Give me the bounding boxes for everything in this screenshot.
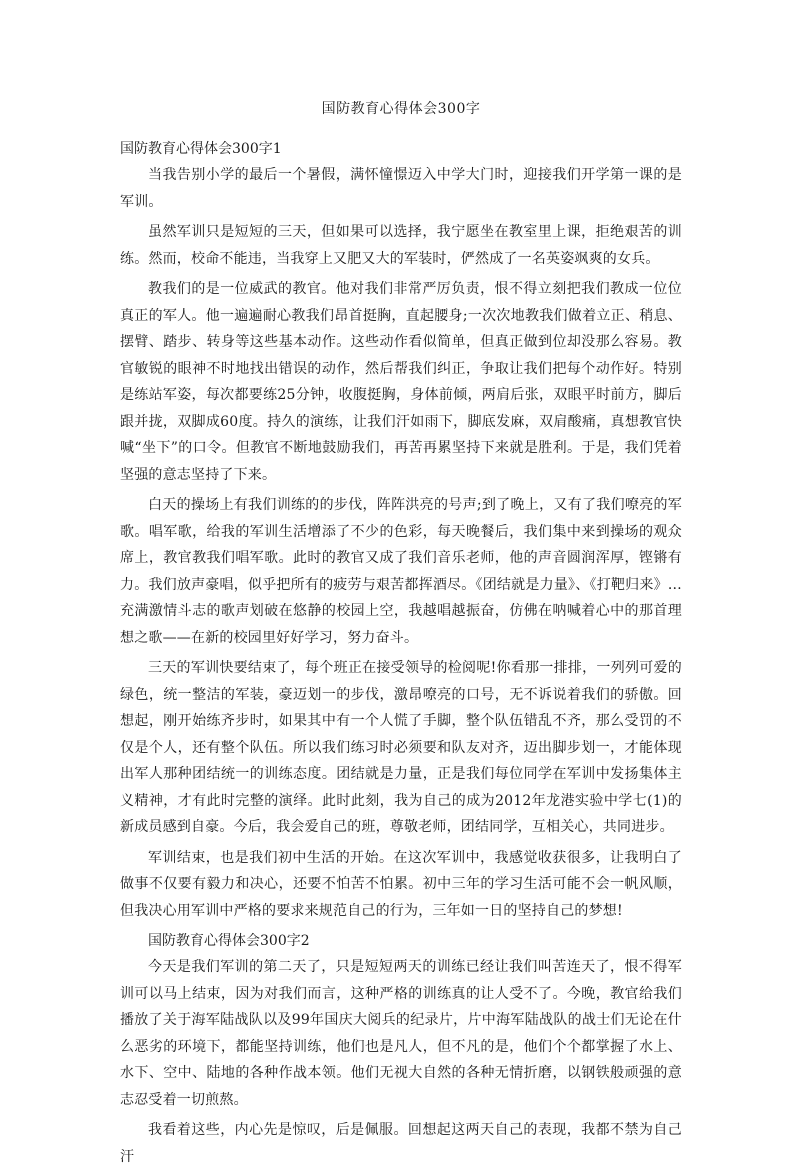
- paragraph: 今天是我们军训的第二天了，只是短短两天的训练已经让我们叫苦连天了，恨不得军训可以马上结束，因为对我们而言，这种严格的训练真的让人受不了。今晚，教官给我们播放了关于海军陆战队以及99年国庆大阅兵的纪录片，片中海军陆战队的战士们无论在什么恶劣的环境下，都能坚持训练，他们也是凡人，但不凡的是，他们个个都掌握了水上、水下、空中、陆地的各种作战本领。他们无视大自然的各种无情折磨，以钢铁般顽强的意志忍受着一切煎熬。: [120, 959, 682, 1108]
- paragraph: 三天的军训快要结束了，每个班正在接受领导的检阅呢!你看那一排排，一列列可爱的绿色，统一整洁的军装，豪迈划一的步伐，激昂嘹亮的口号，无不诉说着我们的骄傲。回想起，刚开始练齐步时，如果其中有一个人慌了手脚，整个队伍错乱不齐，那么受罚的不仅是个人，还有整个队伍。所以我们练习时必须要和队友对齐，迈出脚步划一，才能体现出军人那种团结统一的训练态度。团结就是力量，正是我们每位同学在军训中发扬集体主义精神，才有此时完整的演绎。此时此刻，我为自己的成为2012年龙港实验中学七(1)的新成员感到自豪。今后，我会爱自己的班，尊敬老师，团结同学，互相关心，共同进步。: [120, 660, 682, 835]
- document-title: 国防教育心得体会300字: [321, 101, 481, 117]
- section-heading-1: 国防教育心得体会300字1: [120, 141, 282, 157]
- section-heading-2: 国防教育心得体会300字2: [148, 933, 310, 949]
- paragraph: 虽然军训只是短短的三天，但如果可以选择，我宁愿坐在教室里上课，拒绝艰苦的训练。然而，校命不能违，当我穿上又肥又大的军装时，俨然成了一名英姿飒爽的女兵。: [120, 224, 682, 267]
- paragraph: 我看着这些，内心先是惊叹，后是佩服。回想起这两天自己的表现，我都不禁为自己汗: [120, 1122, 682, 1165]
- paragraph: 白天的操场上有我们训练的的步伐，阵阵洪亮的号声;到了晚上，又有了我们嘹亮的军歌。唱军歌，给我的军训生活增添了不少的色彩，每天晚餐后，我们集中来到操场的观众席上，教官教我们唱军歌。此时的教官又成了我们音乐老师，他的声音圆润浑厚，铿锵有力。我们放声豪唱，似乎把所有的疲劳与艰苦都挥酒尽。《团结就是力量》、《打靶归来》…充满激情斗志的歌声划破在悠静的校园上空，我越唱越振奋，仿佛在呐喊着心中的那首理想之歌——在新的校园里好好学习，努力奋斗。: [120, 497, 682, 646]
- paragraph: 当我告别小学的最后一个暑假，满怀憧憬迈入中学大门时，迎接我们开学第一课的是军训。: [120, 167, 682, 210]
- paragraph: 军训结束，也是我们初中生活的开始。在这次军训中，我感觉收获很多，让我明白了做事不仅要有毅力和决心，还要不怕苦不怕累。初中三年的学习生活可能不会一帆风顺，但我决心用军训中严格的要求来规范自己的行为，三年如一日的坚持自己的梦想!: [120, 849, 682, 919]
- document-page: [120, 96, 682, 1174]
- paragraph: 教我们的是一位威武的教官。他对我们非常严厉负责，恨不得立刻把我们教成一位位真正的军人。他一遍遍耐心教我们昂首挺胸，直起腰身;一次次地教我们做着立正、稍息、摆臂、踏步、转身等这些基本动作。这些动作看似简单，但真正做到位却没那么容易。教官敏锐的眼神不时地找出错误的动作，然后帮我们纠正，争取让我们把每个动作好。特别是练站军姿，每次都要练25分钟，收腹挺胸，身体前倾，两肩后张，双眼平时前方，脚后跟并拢，双脚成60度。持久的演练，让我们汗如雨下，脚底发麻，双肩酸痛，真想教官快喊“坐下”的口令。但教官不断地鼓励我们，再苦再累坚持下来就是胜利。于是，我们凭着坚强的意志坚持了下来。: [120, 281, 682, 483]
